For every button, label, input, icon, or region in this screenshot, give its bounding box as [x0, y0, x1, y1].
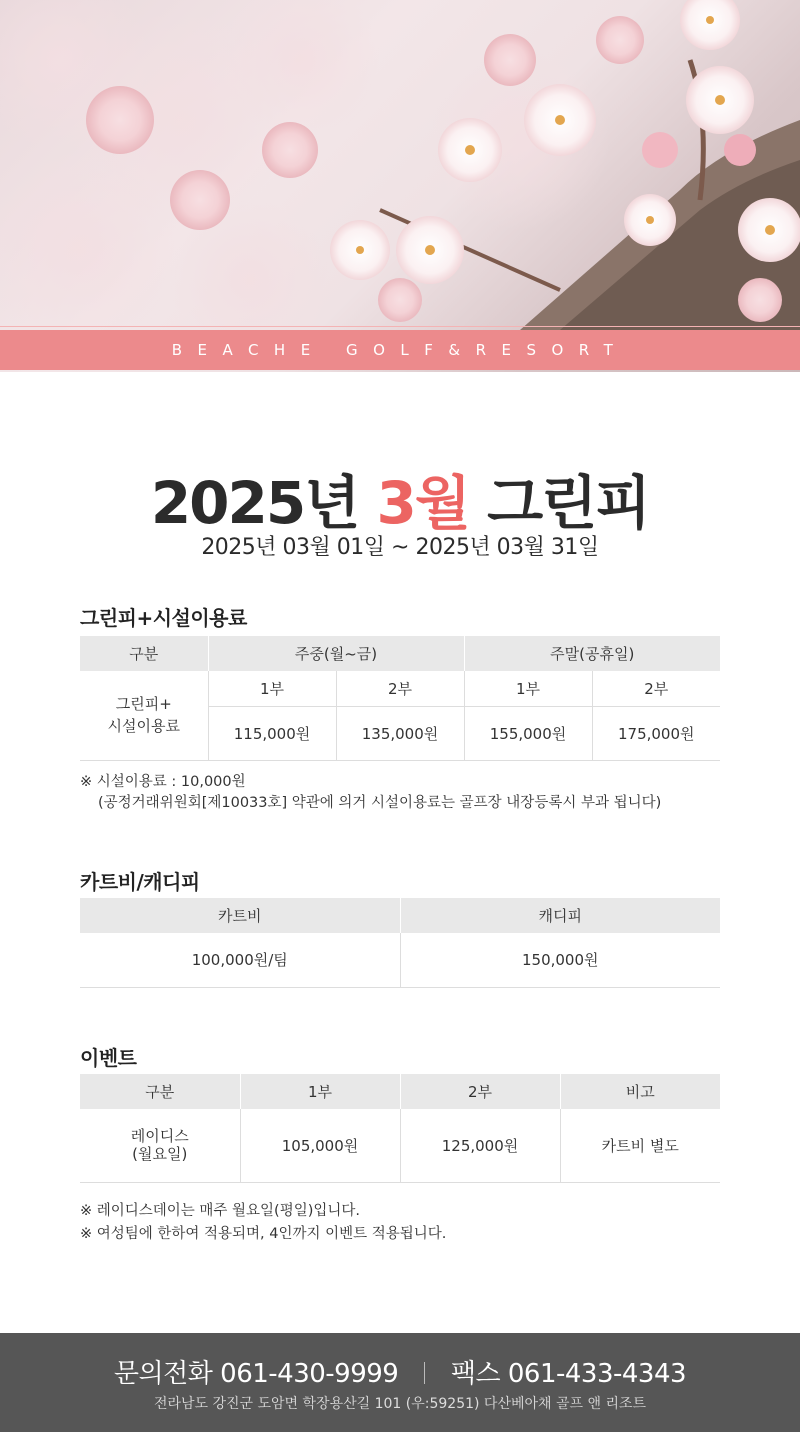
contact-divider: [424, 1362, 425, 1384]
note-ladies-day: ※ 레이디스데이는 매주 월요일(평일)입니다.: [80, 1203, 361, 1219]
period-text: 2025년 03월 01일 ~ 2025년 03월 31일: [201, 535, 599, 560]
caddie-fee: 150,000원: [400, 933, 720, 987]
phone-label: 문의전화: [113, 1359, 213, 1389]
table-row: [80, 1109, 720, 1182]
header-remarks: 비고: [560, 1074, 720, 1109]
band-line-top: [0, 326, 800, 327]
table-row: [80, 933, 720, 987]
greenfee-note: [80, 772, 661, 814]
table-subheader-row: [80, 671, 720, 706]
price-weekend-2: 175,000원: [592, 706, 720, 760]
cart-fee: 100,000원/팀: [80, 933, 400, 987]
subheader-weekend-2: 2부: [592, 671, 720, 706]
fax-number: 061-433-4343: [507, 1359, 687, 1389]
footer: [0, 1333, 800, 1432]
header-part2: 2부: [400, 1074, 560, 1109]
table-header-row: [80, 1074, 720, 1109]
event-note: [80, 1200, 446, 1246]
title-month: 3월: [376, 469, 469, 537]
note-women-team: ※ 여성팀에 한하여 적용되며, 4인까지 이벤트 적용됩니다.: [80, 1226, 447, 1242]
cart-table: [80, 898, 720, 988]
header-weekday: 주중(월~금): [208, 636, 464, 671]
subheader-weekday-2: 2부: [336, 671, 464, 706]
event-price-part1: 105,000원: [240, 1109, 400, 1182]
title-year: 2025년: [150, 469, 359, 537]
page-title: [0, 456, 800, 540]
contact-line: [0, 1353, 800, 1390]
price-weekday-1: 115,000원: [208, 706, 336, 760]
greenfee-table: [80, 636, 720, 761]
row-label-line2: 시설이용료: [107, 717, 180, 736]
title-suffix: 그린피: [487, 469, 650, 537]
fax-label: 팩스: [450, 1359, 501, 1389]
hero-banner: [0, 0, 800, 372]
price-weekend-1: 155,000원: [464, 706, 592, 760]
note-facility-rule: (공정거래위원회[제10033호] 약관에 의거 시설이용료는 골프장 내장등록시 부과 됩니다): [98, 795, 662, 811]
event-label-line1: 레이디스: [130, 1127, 189, 1146]
event-remarks: 카트비 별도: [560, 1109, 720, 1182]
row-label-line1: 그린피+: [115, 695, 172, 714]
row-label: [80, 671, 208, 760]
event-price-part2: 125,000원: [400, 1109, 560, 1182]
phone-number[interactable]: 061-430-9999: [220, 1359, 399, 1389]
address: 전라남도 강진군 도암면 학장용산길 101 (우:59251) 다산베아채 골프 앤 리조트: [153, 1396, 647, 1412]
header-category: 구분: [80, 1074, 240, 1109]
table-header-row: [80, 898, 720, 933]
event-table: [80, 1074, 720, 1183]
subheader-weekend-1: 1부: [464, 671, 592, 706]
header-part1: 1부: [240, 1074, 400, 1109]
cart-section-title: 카트비/캐디피: [80, 870, 200, 894]
subheader-weekday-1: 1부: [208, 671, 336, 706]
note-facility-fee: ※ 시설이용료 : 10,000원: [80, 774, 246, 790]
header-caddie: 캐디피: [400, 898, 720, 933]
header-weekend: 주말(공휴일): [464, 636, 720, 671]
table-header-row: [80, 636, 720, 671]
brand-name: BEACHE GOLF&RESORT: [171, 341, 629, 359]
header-category: 구분: [80, 636, 208, 671]
event-label-line2: (월요일): [132, 1145, 188, 1164]
event-section-title: 이벤트: [80, 1046, 137, 1070]
cherry-blossom-image: [0, 0, 800, 372]
price-weekday-2: 135,000원: [336, 706, 464, 760]
event-row-label: [80, 1109, 240, 1182]
greenfee-section-title: 그린피+시설이용료: [80, 606, 247, 630]
brand-band: [0, 330, 800, 370]
header-cart: 카트비: [80, 898, 400, 933]
